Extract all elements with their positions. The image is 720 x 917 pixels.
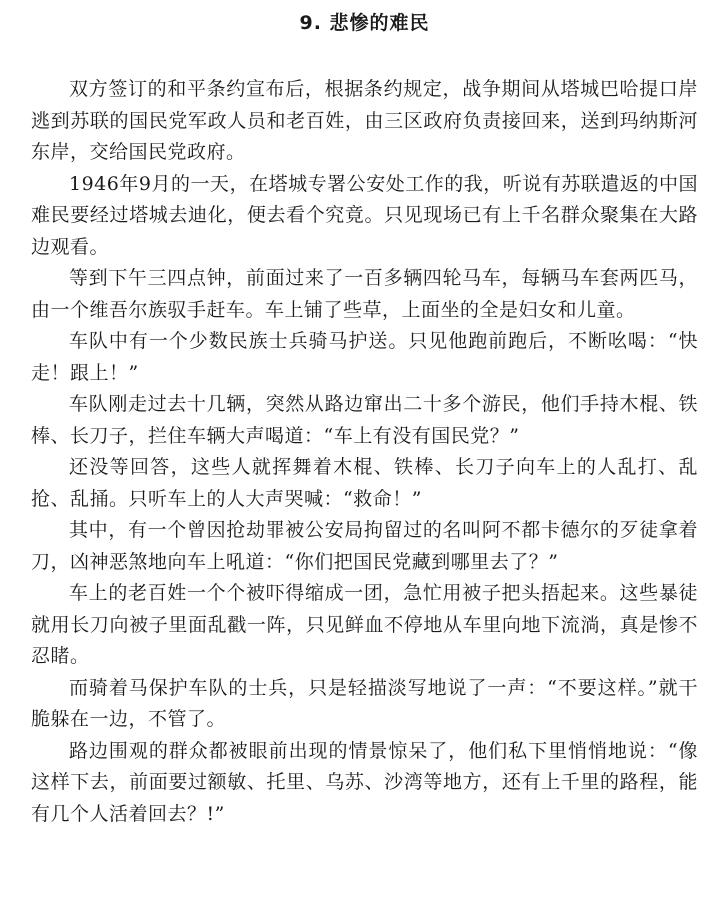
chapter-title: 9. 悲惨的难民 bbox=[299, 12, 430, 34]
paragraph: 车队刚走过去十几辆，突然从路边窜出二十多个游民，他们手持木棍、铁棒、长刀子，拦住车辆大声喝道：“车上有没有国民党？” bbox=[31, 393, 698, 447]
paragraph: 车上的老百姓一个个被吓得缩成一团，急忙用被子把头捂起来。这些暴徒就用长刀向被子里面乱戳一阵，只见鲜血不停地从车里向地下流淌，真是惨不忍睹。 bbox=[31, 582, 698, 667]
paragraph: 路边围观的群众都被眼前出现的情景惊呆了，他们私下里悄悄地说：“像这样下去，前面要过额敏、托里、乌苏、沙湾等地方，还有上千里的路程，能有几个人活着回去？!” bbox=[31, 739, 698, 825]
paragraph: 1946年9月的一天，在塔城专署公安处工作的我，听说有苏联遣返的中国难民要经过塔城去迪化，便去看个究竟。只见现场已有上千名群众聚集在大路边观看。 bbox=[31, 172, 698, 258]
paragraph: 双方签订的和平条约宣布后，根据条约规定，战争期间从塔城巴哈提口岸逃到苏联的国民党军政人员和老百姓，由三区政府负责接回来，送到玛纳斯河东岸，交给国民党政府。 bbox=[31, 78, 698, 163]
paragraph: 车队中有一个少数民族士兵骑马护送。只见他跑前跑后，不断吆喝：“快走！跟上！” bbox=[31, 330, 698, 384]
paragraph: 其中，有一个曾因抢劫罪被公安局拘留过的名叫阿不都卡德尔的歹徒拿着刀，凶神恶煞地向车上吼道：“你们把国民党藏到哪里去了？” bbox=[31, 519, 698, 573]
paragraph: 而骑着马保护车队的士兵，只是轻描淡写地说了一声：“不要这样。”就干脆躲在一边，不管了。 bbox=[31, 676, 698, 730]
paragraph: 还没等回答，这些人就挥舞着木棍、铁棒、长刀子向车上的人乱打、乱抢、乱捅。只听车上的人大声哭喊：“救命！” bbox=[31, 456, 698, 510]
paragraph: 等到下午三四点钟，前面过来了一百多辆四轮马车，每辆马车套两匹马，由一个维吾尔族驭手赶车。车上铺了些草，上面坐的全是妇女和儿童。 bbox=[31, 267, 698, 321]
